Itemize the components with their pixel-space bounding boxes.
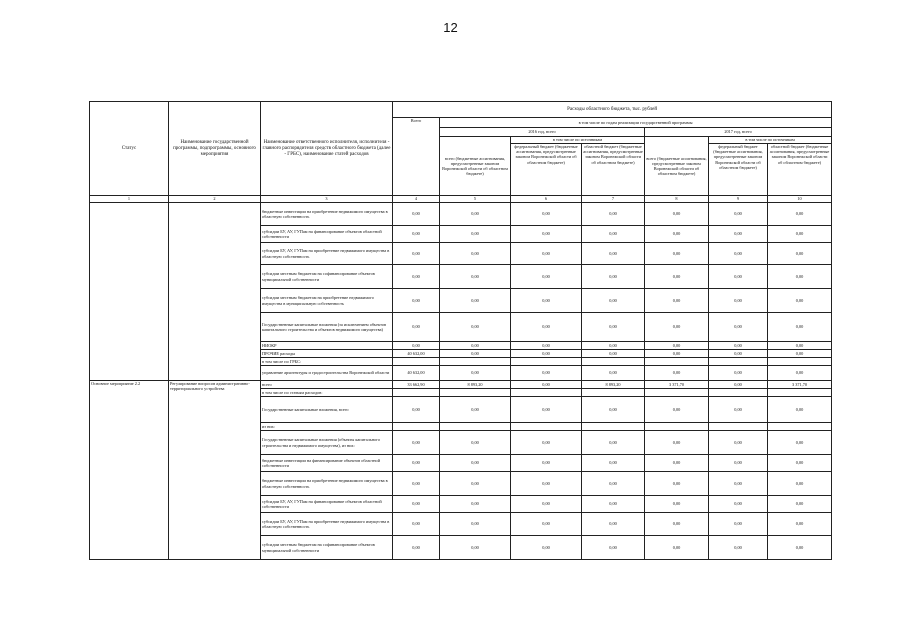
value-cell: 0,00: [440, 289, 511, 313]
value-cell: 0,00: [768, 342, 832, 350]
value-cell: 0,00: [511, 265, 582, 289]
value-cell: 0,00: [768, 203, 832, 226]
value-cell: 0,00: [768, 536, 832, 560]
value-cell: [768, 389, 832, 397]
value-cell: 0,00: [440, 536, 511, 560]
value-cell: 33 662,90: [393, 381, 440, 389]
value-cell: 0,00: [709, 513, 768, 536]
value-cell: 0,00: [440, 513, 511, 536]
value-cell: 0,00: [645, 350, 709, 358]
value-cell: 0,00: [582, 431, 645, 455]
value-cell: 0,00: [709, 265, 768, 289]
value-cell: 0,00: [393, 455, 440, 472]
value-cell: 0,00: [440, 431, 511, 455]
value-cell: [709, 358, 768, 366]
col-number: 4: [393, 196, 440, 203]
col-number: 5: [440, 196, 511, 203]
value-cell: 0,00: [440, 243, 511, 265]
value-cell: 0,00: [582, 536, 645, 560]
value-cell: 0,00: [440, 496, 511, 513]
header-2017-regional: областной бюджет (бюджетные ассигнования, предусмотренные законом Воронежской области об областном бюджете): [768, 144, 832, 196]
value-cell: 0,00: [582, 472, 645, 496]
program-name-cell: Регулирование вопросов административно-территориального устройства: [169, 381, 261, 560]
value-cell: [511, 389, 582, 397]
header-2016-federal: федеральный бюджет (бюджетные ассигнования, предусмотренные законом Воронежской области об областном бюджете): [511, 144, 582, 196]
expense-item-label: ПРОЧИЕ расходы: [261, 350, 393, 358]
header-expenses: Расходы областного бюджета, тыс. рублей: [393, 102, 832, 118]
value-cell: [709, 389, 768, 397]
value-cell: 0,00: [393, 431, 440, 455]
page-number: 12: [443, 20, 458, 35]
value-cell: [393, 423, 440, 431]
value-cell: 0,00: [582, 289, 645, 313]
value-cell: 0,00: [582, 366, 645, 381]
expense-item-label: субсидии БУ, АУ, ГУПам на финансирование объектов областной собственности: [261, 226, 393, 243]
header-2016-sources: в том числе по источникам: [511, 137, 645, 144]
value-cell: 0,00: [768, 513, 832, 536]
status-cell: Основное мероприятие 2.2: [90, 381, 169, 560]
value-cell: 0,00: [440, 342, 511, 350]
value-cell: 0,00: [393, 496, 440, 513]
value-cell: 8 893,20: [582, 381, 645, 389]
value-cell: 0,00: [645, 397, 709, 423]
expense-item-label: Государственные капитальные вложения (объекты капитального строительства и недвижимого имущества), из них:: [261, 431, 393, 455]
status-cell-empty: [90, 203, 169, 381]
value-cell: [645, 389, 709, 397]
value-cell: 0,00: [709, 243, 768, 265]
value-cell: 0,00: [768, 496, 832, 513]
value-cell: 0,00: [768, 455, 832, 472]
value-cell: [709, 423, 768, 431]
value-cell: 0,00: [511, 289, 582, 313]
value-cell: 0,00: [440, 203, 511, 226]
header-2016-regional: областной бюджет (бюджетные ассигнования, предусмотренные законом Воронежской области об областном бюджете): [582, 144, 645, 196]
value-cell: 0,00: [645, 513, 709, 536]
value-cell: 0,00: [440, 350, 511, 358]
value-cell: 0,00: [768, 243, 832, 265]
value-cell: 0,00: [393, 203, 440, 226]
value-cell: 0,00: [768, 431, 832, 455]
header-2017-total: всего (бюджетные ассигнования, предусмотренные законом Воронежской области об областном бюджете): [645, 137, 709, 196]
value-cell: 0,00: [645, 243, 709, 265]
table-row: [90, 203, 832, 226]
col-number: 2: [169, 196, 261, 203]
value-cell: 0,00: [393, 313, 440, 342]
value-cell: 0,00: [709, 455, 768, 472]
value-cell: 0,00: [511, 536, 582, 560]
value-cell: 0,00: [440, 455, 511, 472]
value-cell: 0,00: [709, 350, 768, 358]
value-cell: 0,00: [511, 203, 582, 226]
value-cell: 0,00: [709, 203, 768, 226]
value-cell: 0,00: [768, 313, 832, 342]
expense-item-label: всего: [261, 381, 393, 389]
value-cell: 0,00: [768, 350, 832, 358]
col-number: 7: [582, 196, 645, 203]
expense-item-label: бюджетные инвестиции на приобретение недвижимого имущества в областную собственность: [261, 203, 393, 226]
value-cell: 0,00: [645, 203, 709, 226]
value-cell: 0,00: [511, 350, 582, 358]
col-number: 6: [511, 196, 582, 203]
value-cell: 0,00: [645, 265, 709, 289]
value-cell: 0,00: [709, 342, 768, 350]
value-cell: 0,00: [393, 536, 440, 560]
value-cell: 0,00: [768, 265, 832, 289]
budget-table: [89, 101, 832, 560]
value-cell: [645, 358, 709, 366]
value-cell: [582, 389, 645, 397]
expense-item-label: Государственные капитальные вложения, всего: [261, 397, 393, 423]
value-cell: 0,00: [511, 342, 582, 350]
value-cell: [582, 423, 645, 431]
value-cell: 8 893,20: [440, 381, 511, 389]
value-cell: [582, 358, 645, 366]
header-2017-federal: федеральный бюджет (бюджетные ассигнования, предусмотренные законом Воронежской области об областном бюджете): [709, 144, 768, 196]
expense-item-label: субсидии местным бюджетам на софинансирование объектов муниципальной собственности: [261, 536, 393, 560]
value-cell: 0,00: [511, 513, 582, 536]
value-cell: 0,00: [768, 397, 832, 423]
value-cell: 0,00: [645, 366, 709, 381]
header-2017-sources: в том числе по источникам: [709, 137, 832, 144]
expense-item-label: бюджетные инвестиции на приобретение недвижимого имущества в областную собственность: [261, 472, 393, 496]
table-row: [90, 381, 832, 389]
expense-item-label: Государственные капитальные вложения (за исключением объектов капитального строительства и объектов недвижимого имущества): [261, 313, 393, 342]
expense-item-label: субсидии местным бюджетам на приобретение недвижимого имущества в муниципальную собственность: [261, 289, 393, 313]
value-cell: 0,00: [645, 342, 709, 350]
value-cell: 0,00: [440, 265, 511, 289]
value-cell: [440, 389, 511, 397]
value-cell: 0,00: [582, 513, 645, 536]
value-cell: 0,00: [511, 496, 582, 513]
value-cell: 0,00: [582, 496, 645, 513]
value-cell: 0,00: [709, 472, 768, 496]
value-cell: 0,00: [582, 397, 645, 423]
value-cell: 0,00: [768, 289, 832, 313]
header-by-years: в том числе по годам реализации государственной программы: [440, 118, 832, 128]
value-cell: 0,00: [709, 536, 768, 560]
value-cell: 0,00: [440, 313, 511, 342]
value-cell: 0,00: [709, 226, 768, 243]
value-cell: 0,00: [511, 243, 582, 265]
value-cell: 0,00: [768, 366, 832, 381]
header-total: Всего: [393, 118, 440, 196]
value-cell: 0,00: [393, 513, 440, 536]
value-cell: 3 371,70: [768, 381, 832, 389]
value-cell: 0,00: [709, 313, 768, 342]
value-cell: 0,00: [645, 472, 709, 496]
value-cell: [511, 423, 582, 431]
value-cell: 0,00: [440, 397, 511, 423]
program-cell-empty: [169, 203, 261, 381]
value-cell: 0,00: [768, 226, 832, 243]
value-cell: 0,00: [440, 226, 511, 243]
value-cell: 0,00: [582, 203, 645, 226]
expense-item-label: в том числе по ГРБС:: [261, 358, 393, 366]
value-cell: 0,00: [511, 397, 582, 423]
value-cell: [440, 423, 511, 431]
value-cell: 40 632,00: [393, 366, 440, 381]
value-cell: 0,00: [645, 289, 709, 313]
expense-item-label: субсидии БУ, АУ, ГУПам на финансирование объектов областной собственности: [261, 496, 393, 513]
header-program-name: Наименование государственной программы, подпрограммы, основного мероприятия: [169, 102, 261, 196]
value-cell: 0,00: [768, 472, 832, 496]
value-cell: 0,00: [393, 265, 440, 289]
value-cell: 0,00: [709, 381, 768, 389]
header-2016-total: всего (бюджетные ассигнования, предусмотренные законом Воронежской области об областном бюджете): [440, 137, 511, 196]
expense-item-label: из них:: [261, 423, 393, 431]
expense-item-label: бюджетные инвестиции на финансирование объектов областной собственности: [261, 455, 393, 472]
value-cell: 0,00: [582, 350, 645, 358]
value-cell: 0,00: [645, 536, 709, 560]
value-cell: 0,00: [511, 313, 582, 342]
value-cell: 40 632,00: [393, 350, 440, 358]
value-cell: 0,00: [440, 472, 511, 496]
value-cell: 0,00: [709, 366, 768, 381]
col-number: 9: [709, 196, 768, 203]
value-cell: 0,00: [645, 455, 709, 472]
value-cell: [768, 358, 832, 366]
expense-item-label: субсидии БУ, АУ, ГУПам на приобретение недвижимого имущества в областную собственность: [261, 513, 393, 536]
expense-item-label: в том числе по статьям расходов:: [261, 389, 393, 397]
value-cell: 0,00: [582, 265, 645, 289]
value-cell: 0,00: [511, 381, 582, 389]
value-cell: 0,00: [393, 472, 440, 496]
value-cell: 0,00: [582, 342, 645, 350]
header-executor: Наименование ответственного исполнителя, исполнителя - главного распорядителя средств областного бюджета (далее - ГРБС), наименование статей расходов: [261, 102, 393, 196]
header-year-2017: 2017 год, всего: [645, 128, 832, 137]
value-cell: 0,00: [393, 289, 440, 313]
col-number: 10: [768, 196, 832, 203]
value-cell: 0,00: [645, 496, 709, 513]
value-cell: 0,00: [709, 289, 768, 313]
value-cell: 0,00: [511, 226, 582, 243]
value-cell: 0,00: [511, 455, 582, 472]
value-cell: 0,00: [393, 342, 440, 350]
value-cell: 0,00: [645, 226, 709, 243]
value-cell: [393, 358, 440, 366]
header-year-2016: 2016 год, всего: [440, 128, 645, 137]
value-cell: 0,00: [645, 313, 709, 342]
value-cell: 0,00: [582, 226, 645, 243]
value-cell: 0,00: [440, 366, 511, 381]
value-cell: [393, 389, 440, 397]
col-number: 8: [645, 196, 709, 203]
value-cell: 0,00: [709, 397, 768, 423]
value-cell: 0,00: [709, 496, 768, 513]
value-cell: 0,00: [582, 455, 645, 472]
value-cell: 3 371,70: [645, 381, 709, 389]
expense-item-label: управление архитектуры и градостроительства Воронежской области: [261, 366, 393, 381]
col-number: 3: [261, 196, 393, 203]
value-cell: 0,00: [511, 431, 582, 455]
header-status: Статус: [90, 102, 169, 196]
expense-item-label: субсидии местным бюджетам на софинансирование объектов муниципальной собственности: [261, 265, 393, 289]
expense-item-label: НИОКР: [261, 342, 393, 350]
value-cell: 0,00: [582, 243, 645, 265]
value-cell: [645, 423, 709, 431]
expense-item-label: субсидии БУ, АУ, ГУПам на приобретение недвижимого имущества в областную собственность: [261, 243, 393, 265]
value-cell: [440, 358, 511, 366]
value-cell: 0,00: [393, 397, 440, 423]
value-cell: 0,00: [393, 226, 440, 243]
value-cell: 0,00: [709, 431, 768, 455]
value-cell: [768, 423, 832, 431]
value-cell: 0,00: [511, 472, 582, 496]
value-cell: [511, 358, 582, 366]
value-cell: 0,00: [582, 313, 645, 342]
value-cell: 0,00: [511, 366, 582, 381]
col-number: 1: [90, 196, 169, 203]
value-cell: 0,00: [645, 431, 709, 455]
value-cell: 0,00: [393, 243, 440, 265]
